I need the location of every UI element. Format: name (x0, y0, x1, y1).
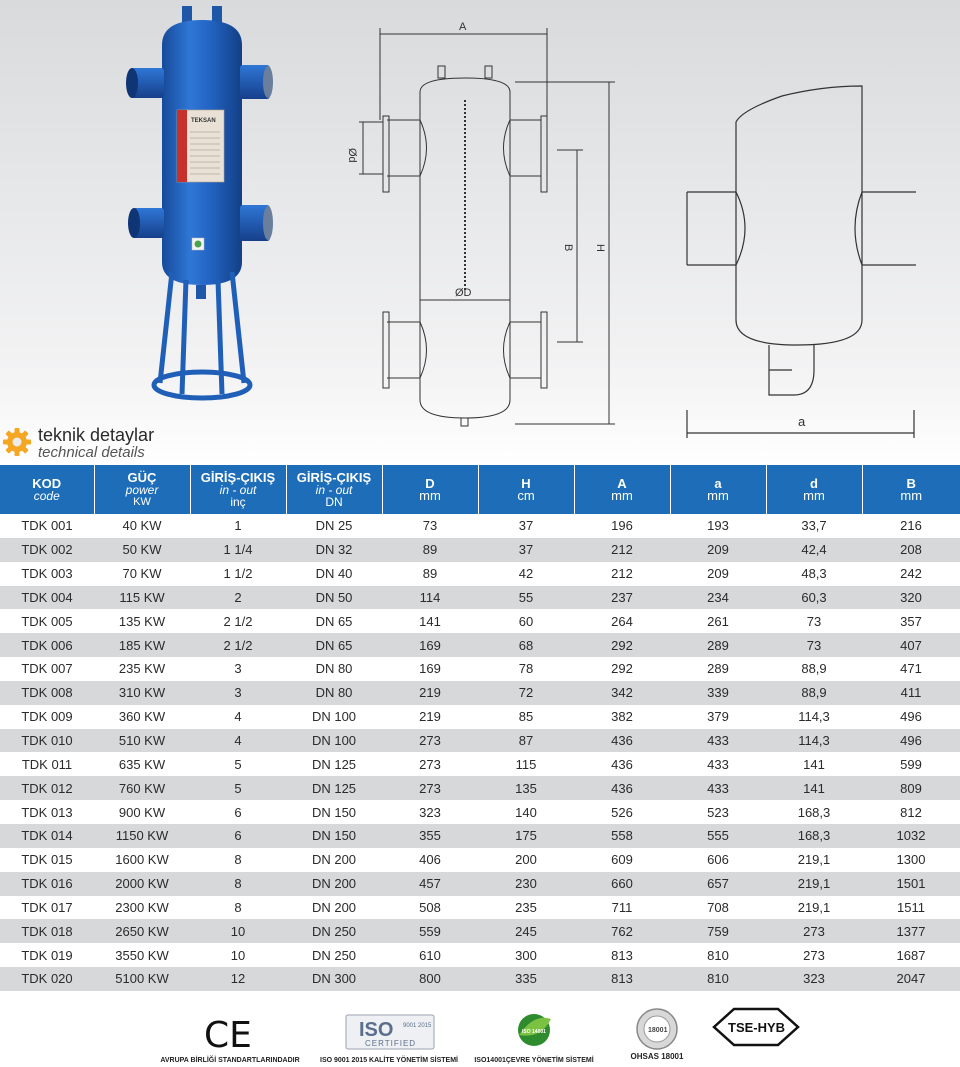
table-cell: 310 KW (94, 681, 190, 705)
table-cell: 457 (382, 872, 478, 896)
table-cell: DN 200 (311, 899, 357, 915)
table-cell: DN 100 (311, 709, 357, 725)
table-cell: 175 (478, 824, 574, 848)
cert-tse-hyb (708, 1005, 804, 1067)
table-cell: 411 (862, 681, 960, 705)
table-cell: 88,9 (766, 681, 862, 705)
table-row (0, 848, 960, 872)
table-cell: 900 KW (118, 804, 166, 820)
table-cell: 89 (422, 566, 438, 582)
table-cell: 711 (611, 899, 633, 915)
technical-drawing-side (682, 0, 922, 440)
table-cell: DN 125 (311, 756, 357, 772)
table-cell: 273 (382, 729, 478, 753)
table-cell: TDK 013 (21, 804, 73, 820)
table-cell: 114,3 (766, 729, 862, 753)
table-cell: 810 (707, 947, 729, 963)
svg-text:ISO 14001: ISO 14001 (522, 1029, 546, 1035)
table-cell: 73 (422, 518, 438, 534)
table-cell: 407 (862, 633, 960, 657)
table-cell: 168,3 (797, 804, 831, 820)
table-cell: 2 1/2 (223, 613, 253, 629)
table-cell: 292 (574, 633, 670, 657)
table-cell: 140 (515, 804, 537, 820)
table-cell: 33,7 (801, 518, 827, 534)
table-cell: 209 (670, 538, 766, 562)
table-cell: 660 (574, 872, 670, 896)
section-subtitle: technical details (38, 444, 145, 461)
tse-hyb-icon (710, 1007, 802, 1047)
table-cell: 234 (670, 586, 766, 610)
table-cell: 141 (803, 756, 825, 772)
table-row (0, 586, 960, 610)
table-cell: 436 (611, 756, 633, 772)
table-cell: 800 (382, 967, 478, 991)
table-cell: 2 1/2 (190, 633, 286, 657)
table-cell: 8 (234, 899, 242, 915)
table-cell: 759 (670, 919, 766, 943)
dim-label-a: a (798, 414, 806, 429)
table-cell: TDK 014 (0, 824, 94, 848)
table-cell: 68 (478, 633, 574, 657)
table-cell: 114 (382, 586, 478, 610)
table-row (0, 562, 960, 586)
table-cell: 89 (382, 538, 478, 562)
table-cell: 1377 (862, 919, 960, 943)
table-cell: DN 80 (286, 681, 382, 705)
table-row (0, 609, 960, 633)
table-cell: 42 (518, 566, 534, 582)
table-cell: 1 1/2 (223, 566, 253, 582)
table-cell: 496 (900, 709, 922, 725)
table-cell: 135 (478, 776, 574, 800)
table-cell: 135 KW (118, 613, 166, 629)
table-cell: TDK 001 (21, 518, 73, 534)
table-row (0, 752, 960, 776)
table-cell: 323 (419, 804, 441, 820)
table-cell: 1600 KW (115, 852, 169, 868)
table-cell: 289 (707, 661, 729, 677)
table-cell: 289 (670, 633, 766, 657)
table-row (0, 943, 960, 967)
table-cell: 115 KW (94, 586, 190, 610)
svg-text:9001 2015: 9001 2015 (403, 1023, 432, 1029)
table-cell: 360 KW (118, 709, 166, 725)
table-cell: 2300 KW (115, 899, 169, 915)
table-row (0, 872, 960, 896)
table-cell: 10 (230, 947, 246, 963)
table-cell: DN 80 (315, 661, 353, 677)
table-cell: 10 (190, 919, 286, 943)
table-cell: 78 (518, 661, 534, 677)
table-cell: TDK 002 (0, 538, 94, 562)
table-cell: DN 65 (315, 613, 353, 629)
dim-label-H: H (594, 244, 606, 252)
table-row (0, 824, 960, 848)
table-cell: 273 (766, 919, 862, 943)
header-A: A mm (574, 465, 670, 514)
table-cell: 1300 (896, 852, 926, 868)
table-cell: 85 (518, 709, 534, 725)
table-cell: TDK 009 (21, 709, 73, 725)
table-cell: 168,3 (766, 824, 862, 848)
table-cell: 4 (234, 709, 242, 725)
cert-ce (150, 1005, 310, 1067)
table-cell: TDK 017 (21, 899, 73, 915)
table-cell: 219 (382, 681, 478, 705)
header-guc: GÜÇ power KW (94, 465, 190, 514)
table-cell: 355 (382, 824, 478, 848)
table-cell: 273 (382, 776, 478, 800)
cert-ohsas (612, 1005, 702, 1067)
table-cell: 433 (670, 776, 766, 800)
iso14001-leaf-icon (509, 1009, 559, 1051)
table-cell: 382 (611, 709, 633, 725)
table-cell: TDK 006 (0, 633, 94, 657)
table-cell: 6 (190, 824, 286, 848)
table-cell: 320 (862, 586, 960, 610)
table-cell: 433 (670, 729, 766, 753)
table-cell: 813 (574, 967, 670, 991)
table-cell: 48,3 (801, 566, 827, 582)
table-cell: TDK 012 (0, 776, 94, 800)
table-cell: DN 32 (286, 538, 382, 562)
table-cell: 261 (707, 613, 729, 629)
table-cell: 5100 KW (94, 967, 190, 991)
table-cell: DN 200 (311, 852, 357, 868)
table-cell: DN 250 (286, 919, 382, 943)
table-cell: 3 (190, 681, 286, 705)
table-cell: DN 150 (311, 804, 357, 820)
table-cell: 523 (707, 804, 729, 820)
table-cell: 5 (190, 776, 286, 800)
table-cell: TDK 016 (0, 872, 94, 896)
table-cell: 60 (518, 613, 534, 629)
table-cell: 810 (670, 967, 766, 991)
table-cell: 242 (900, 566, 922, 582)
table-cell: TDK 019 (21, 947, 73, 963)
table-cell: 323 (766, 967, 862, 991)
table-cell: 200 (515, 852, 537, 868)
table-cell: DN 65 (286, 633, 382, 657)
table-cell: 357 (900, 613, 922, 629)
table-cell: 209 (707, 566, 729, 582)
ohsas-seal-icon (635, 1007, 679, 1051)
table-cell: DN 150 (286, 824, 382, 848)
cert-ce-caption: AVRUPA BİRLİĞİ STANDARTLARINDADIR (160, 1057, 300, 1064)
table-cell: 657 (670, 872, 766, 896)
table-header-row (0, 465, 960, 514)
table-cell: 300 (515, 947, 537, 963)
table-cell: 610 (419, 947, 441, 963)
table-cell: 235 KW (118, 661, 166, 677)
header-b: B mm (862, 465, 960, 514)
table-row (0, 919, 960, 943)
ce-mark-icon (200, 1013, 260, 1053)
table-row (0, 657, 960, 681)
table-cell: 115 (515, 756, 537, 772)
table-cell: 1 1/4 (190, 538, 286, 562)
cert-iso14001 (468, 1005, 600, 1067)
table-cell: 599 (900, 756, 922, 772)
table-cell: 70 KW (122, 566, 162, 582)
table-cell: 219,1 (797, 899, 831, 915)
svg-text:ISO: ISO (359, 1019, 394, 1041)
table-cell: 471 (900, 661, 922, 677)
table-cell: 219,1 (797, 852, 831, 868)
table-cell: 526 (611, 804, 633, 820)
svg-text:18001: 18001 (648, 1027, 668, 1034)
table-cell: TDK 011 (21, 756, 73, 772)
table-cell: 73 (766, 633, 862, 657)
table-cell: 708 (707, 899, 729, 915)
table-cell: 273 (803, 947, 825, 963)
technical-drawing-front (325, 0, 625, 440)
table-cell: 436 (574, 729, 670, 753)
table-cell: 245 (478, 919, 574, 943)
table-cell: 185 KW (94, 633, 190, 657)
table-cell: 508 (419, 899, 441, 915)
table-cell: 813 (611, 947, 633, 963)
dim-label-Od: Ød (346, 148, 358, 163)
header-giris-cikis-dn: GİRİŞ-ÇIKIŞ in - out DN (286, 465, 382, 514)
table-cell: 73 (806, 613, 822, 629)
table-cell: 3550 KW (115, 947, 169, 963)
table-cell: 335 (478, 967, 574, 991)
table-cell: 212 (611, 566, 633, 582)
table-row (0, 729, 960, 753)
product-illustration-area (0, 0, 960, 465)
table-cell: 208 (862, 538, 960, 562)
table-cell: DN 40 (315, 566, 353, 582)
table-cell: 436 (574, 776, 670, 800)
table-cell: 60,3 (766, 586, 862, 610)
header-kod: KOD code (0, 465, 94, 514)
table-cell: 88,9 (801, 661, 827, 677)
table-cell: 6 (234, 804, 242, 820)
table-cell: DN 125 (286, 776, 382, 800)
table-cell: DN 25 (315, 518, 353, 534)
table-row (0, 896, 960, 920)
table-cell: 2047 (862, 967, 960, 991)
table-cell: 72 (478, 681, 574, 705)
table-row (0, 776, 960, 800)
table-cell: 760 KW (94, 776, 190, 800)
table-cell: 193 (707, 518, 729, 534)
table-cell: 609 (611, 852, 633, 868)
table-cell: 496 (862, 729, 960, 753)
table-cell: 2 (190, 586, 286, 610)
header-h: H cm (478, 465, 574, 514)
table-cell: 812 (900, 804, 922, 820)
header-giris-cikis-inch: GİRİŞ-ÇIKIŞ in - out inç (190, 465, 286, 514)
table-cell: 762 (574, 919, 670, 943)
drain-nozzle (196, 285, 206, 299)
table-cell: 50 KW (94, 538, 190, 562)
table-cell: TDK 005 (21, 613, 73, 629)
table-cell: 40 KW (122, 518, 162, 534)
table-row (0, 800, 960, 824)
table-row (0, 967, 960, 991)
table-row (0, 705, 960, 729)
table-cell: DN 300 (286, 967, 382, 991)
table-cell: 1 (234, 518, 242, 534)
table-cell: TDK 008 (0, 681, 94, 705)
table-cell: TDK 015 (21, 852, 73, 868)
table-cell: 212 (574, 538, 670, 562)
table-cell: 8 (234, 852, 242, 868)
table-cell: 2650 KW (94, 919, 190, 943)
section-title: teknik detaylar (38, 425, 155, 445)
table-cell: TDK 007 (21, 661, 73, 677)
table-cell: 37 (478, 538, 574, 562)
table-cell: 2000 KW (94, 872, 190, 896)
table-cell: DN 100 (286, 729, 382, 753)
table-row (0, 681, 960, 705)
iso-certified-icon (345, 1013, 435, 1053)
table-cell: DN 50 (286, 586, 382, 610)
table-cell: 42,4 (766, 538, 862, 562)
table-cell: 339 (670, 681, 766, 705)
table-cell: 5 (234, 756, 242, 772)
table-cell: DN 200 (286, 872, 382, 896)
table-cell: 379 (707, 709, 729, 725)
technical-details-table (0, 465, 960, 991)
cert-iso9001-caption: ISO 9001 2015 KALİTE YÖNETİM SİSTEMİ (320, 1057, 458, 1064)
table-cell: TDK 020 (0, 967, 94, 991)
table-row (0, 538, 960, 562)
dim-label-A: A (459, 21, 467, 33)
table-cell: 114,3 (798, 709, 830, 725)
table-cell: 1032 (862, 824, 960, 848)
svg-text:CE: CE (204, 1015, 252, 1053)
table-cell: 141 (419, 613, 441, 629)
table-cell: 235 (515, 899, 537, 915)
cert-iso9001 (315, 1005, 463, 1067)
brand-label: TEKSAN (191, 118, 216, 124)
cert-iso14001-caption: ISO14001ÇEVRE YÖNETİM SİSTEMİ (474, 1057, 594, 1064)
table-cell: 8 (190, 872, 286, 896)
table-cell: 141 (766, 776, 862, 800)
table-cell: 4 (190, 729, 286, 753)
table-cell: 196 (611, 518, 633, 534)
table-cell: 510 KW (94, 729, 190, 753)
table-cell: 3 (234, 661, 242, 677)
header-a: a mm (670, 465, 766, 514)
dim-label-OD: ØD (455, 287, 472, 299)
table-cell: TDK 018 (0, 919, 94, 943)
table-cell: 342 (574, 681, 670, 705)
table-cell: 606 (707, 852, 729, 868)
table-body (0, 514, 960, 991)
table-cell: 559 (382, 919, 478, 943)
header-d: D mm (382, 465, 478, 514)
dim-label-B: B (562, 244, 574, 252)
svg-text:TSE-HYB: TSE-HYB (728, 1020, 786, 1035)
header-d-small: d mm (766, 465, 862, 514)
table-cell: 219,1 (766, 872, 862, 896)
cert-ohsas-caption: OHSAS 18001 (630, 1052, 684, 1061)
table-cell: 273 (419, 756, 441, 772)
table-cell: 55 (478, 586, 574, 610)
table-cell: 37 (518, 518, 534, 534)
table-cell: 1511 (897, 899, 925, 915)
table-cell: 87 (478, 729, 574, 753)
table-cell: 406 (419, 852, 441, 868)
table-row (0, 514, 960, 538)
table-cell: 169 (419, 661, 441, 677)
table-cell: 1501 (862, 872, 960, 896)
table-cell: 237 (574, 586, 670, 610)
table-cell: 1687 (896, 947, 926, 963)
table-cell: 1150 KW (94, 824, 190, 848)
table-cell: DN 250 (311, 947, 357, 963)
table-cell: TDK 010 (0, 729, 94, 753)
table-row (0, 633, 960, 657)
table-cell: 264 (611, 613, 633, 629)
table-cell: 12 (190, 967, 286, 991)
table-cell: 433 (707, 756, 729, 772)
table-cell: TDK 004 (0, 586, 94, 610)
svg-text:CERTIFIED: CERTIFIED (365, 1039, 417, 1048)
table-cell: 558 (574, 824, 670, 848)
gear-icon (2, 427, 32, 457)
table-cell: 635 KW (118, 756, 166, 772)
table-cell: TDK 003 (21, 566, 73, 582)
section-heading (2, 425, 202, 461)
table-cell: 219 (419, 709, 441, 725)
table-cell: 555 (670, 824, 766, 848)
table-cell: 169 (382, 633, 478, 657)
table-cell: 809 (862, 776, 960, 800)
table-cell: 230 (478, 872, 574, 896)
table-cell: 216 (900, 518, 922, 534)
table-cell: 292 (611, 661, 633, 677)
